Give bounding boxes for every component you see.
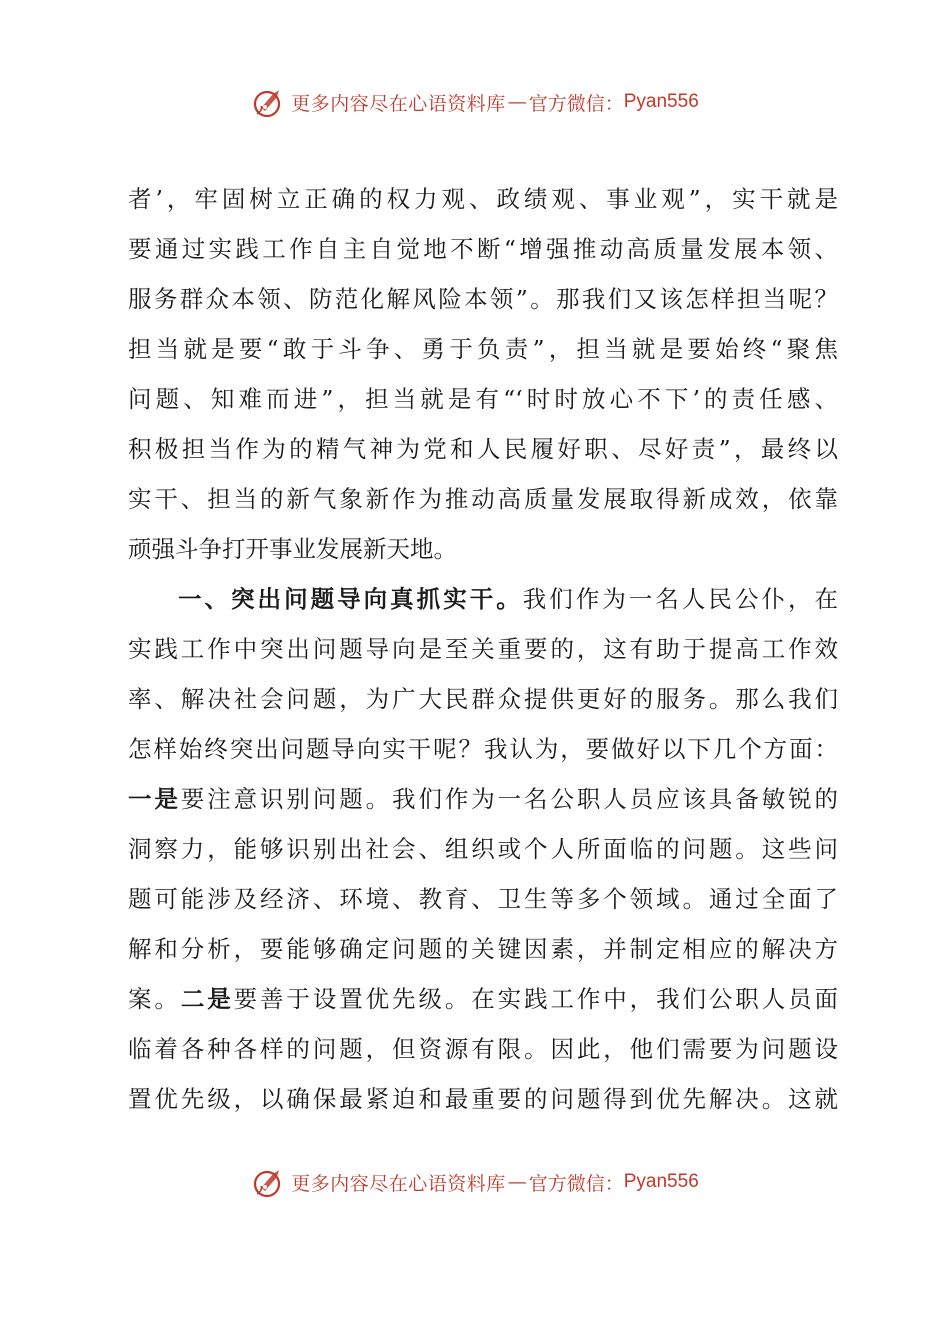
body-text: 积极担当作为的精气神为党和人民履好职、尽好责”，最终以	[128, 435, 838, 463]
banner-title: 更多内容尽在心语资料库	[291, 92, 506, 115]
body-text: 顽强斗争打开事业发展新天地。	[128, 535, 457, 563]
bold-heading-text: 一、突出问题导向真抓实干。	[178, 585, 523, 613]
bold-heading-text: 二是	[180, 985, 234, 1013]
text-line	[128, 224, 838, 274]
banner-wechat-id: Pyan556	[623, 91, 699, 112]
text-line	[128, 1024, 838, 1074]
text-line	[128, 624, 838, 674]
banner-wechat-label: 官方微信：	[528, 92, 624, 115]
body-text: 解和分析，要能够确定问题的关键因素，并制定相应的解决方	[128, 935, 838, 963]
text-line	[128, 374, 838, 424]
body-text: 要注意识别问题。我们作为一名公职人员应该具备敏锐的	[180, 785, 839, 813]
body-text: 案。	[128, 985, 181, 1013]
banner-title: 更多内容尽在心语资料库	[291, 1172, 506, 1195]
text-line	[128, 774, 838, 824]
document-body	[128, 174, 838, 1124]
banner-content	[251, 84, 699, 120]
body-text: 怎样始终突出问题导向实干呢？我认为，要做好以下几个方面：	[128, 735, 838, 763]
header-banner	[0, 82, 950, 122]
text-line	[128, 324, 838, 374]
text-line	[128, 1074, 838, 1124]
text-line	[128, 474, 838, 524]
text-line	[128, 274, 838, 324]
text-line	[128, 724, 838, 774]
body-text: 服务群众本领、防范化解风险本领”。那我们又该怎样担当呢？	[128, 285, 838, 313]
text-line	[128, 574, 838, 624]
body-text: 要通过实践工作自主自觉地不断“增强推动高质量发展本领、	[128, 235, 838, 263]
bold-heading-text: 一是	[128, 785, 181, 813]
text-line	[128, 524, 838, 574]
footer-banner	[0, 1162, 950, 1202]
text-line	[128, 874, 838, 924]
text-line	[128, 974, 838, 1024]
text-line	[128, 924, 838, 974]
body-text: 置优先级，以确保最紧迫和最重要的问题得到优先解决。这就	[128, 1085, 838, 1113]
banner-separator: —	[507, 1171, 527, 1193]
banner-wechat-label: 官方微信：	[528, 1172, 624, 1195]
body-text: 实干、担当的新气象新作为推动高质量发展取得新成效，依靠	[128, 485, 838, 513]
body-text: 临着各种各样的问题，但资源有限。因此，他们需要为问题设	[128, 1035, 838, 1063]
body-text: 题可能涉及经济、环境、教育、卫生等多个领域。通过全面了	[128, 885, 838, 913]
body-text: 率、解决社会问题，为广大民群众提供更好的服务。那么我们	[128, 685, 838, 713]
body-text: 问题、知难而进”，担当就是有“‘时时放心不下’的责任感、	[128, 385, 838, 413]
pen-nib-logo-icon	[251, 84, 287, 120]
pen-nib-logo-icon	[251, 1164, 287, 1200]
banner-wechat-id: Pyan556	[623, 1171, 699, 1192]
body-text: 我们作为一名人民公仆，在	[522, 585, 839, 613]
banner-separator: —	[507, 91, 527, 113]
text-line	[128, 424, 838, 474]
banner-content	[251, 1164, 699, 1200]
body-text: 担当就是要“敢于斗争、勇于负责”，担当就是要始终“聚焦	[128, 335, 838, 363]
text-line	[128, 674, 838, 724]
body-text: 者’，牢固树立正确的权力观、政绩观、事业观”，实干就是	[128, 185, 838, 213]
body-text: 实践工作中突出问题导向是至关重要的，这有助于提高工作效	[128, 635, 838, 663]
body-text: 洞察力，能够识别出社会、组织或个人所面临的问题。这些问	[128, 835, 838, 863]
text-line	[128, 174, 838, 224]
body-text: 要善于设置优先级。在实践工作中，我们公职人员面	[233, 985, 839, 1013]
text-line	[128, 824, 838, 874]
